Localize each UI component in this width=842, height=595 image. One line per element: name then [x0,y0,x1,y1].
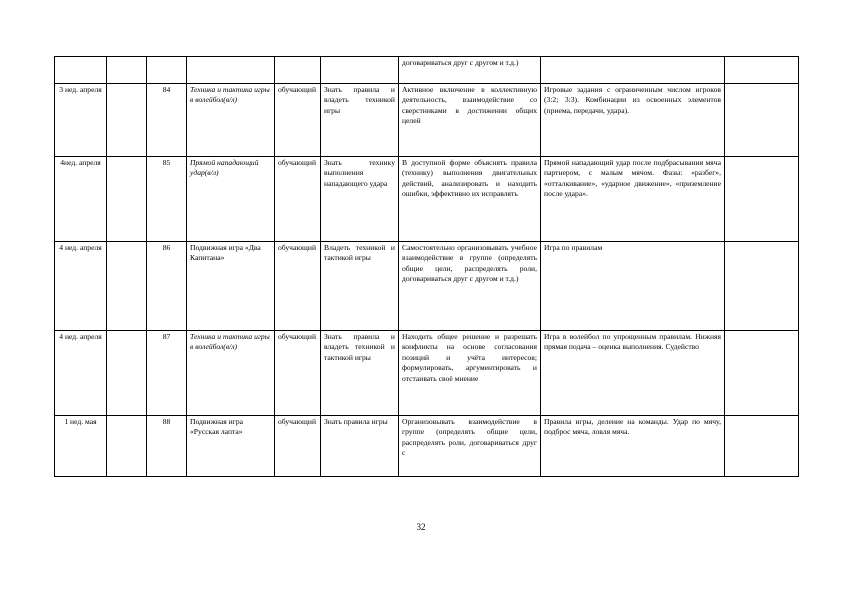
uud-cell: Самостоятельно организовывать учебное взаимодействие в группе (определять общие цели, распределять роли, договариваться друг с другом и т.д.) [399,242,541,331]
uud-cell: В доступной форме объяснять правила (технику) выполнения двигательных действий, анализировать и находить ошибки, эффективно их исправлять [399,157,541,242]
lesson-plan-body [55,57,799,477]
activity-cell: Игра по правилам [541,242,725,331]
lesson-number-cell: 88 [147,416,187,477]
lesson-type-cell: обучающий [275,416,321,477]
subject-results-cell: Знать правила игры [321,416,399,477]
uud-cell: Организовывать взаимодействие в группе (определять общие цели, распределять роли, договариваться друг с [399,416,541,477]
notes-cell [725,242,799,331]
lesson-number-cell: 87 [147,331,187,416]
lesson-number-cell: 85 [147,157,187,242]
empty-cell [107,57,147,84]
date-cell: 1 нед. мая [55,416,107,477]
uud-cell: Находить общее решение и разрешать конфликты на основе согласования позиций и учёта интересов; формулировать, аргументировать и отстаивать своё мнение [399,331,541,416]
date-cell: 4нед. апреля [55,157,107,242]
date-cell: 4 нед. апреля [55,242,107,331]
lesson-number-cell: 86 [147,242,187,331]
subject-results-cell: Знать правила и владеть техникой и тактикой игры [321,331,399,416]
table-row [55,416,799,477]
notes-cell [725,331,799,416]
topic-cell [187,57,275,84]
table-row [55,57,799,84]
notes-cell [725,84,799,157]
topic-cell: Прямой нападающий удар(в/л) [187,157,275,242]
lesson-type-cell: обучающий [275,84,321,157]
empty-cell [107,331,147,416]
uud-cell: Активное включение в коллективную деятельность, взаимодействие со сверстниками в достижении общих целей [399,84,541,157]
subject-results-cell: Знать технику выполнения нападающего удара [321,157,399,242]
activity-cell: Прямой нападающий удар после подбрасывания мяча партнером, с малым мячом. Фазы: «разбег», «отталкивание», «ударное движение», «приземление после удара». [541,157,725,242]
lesson-type-cell [275,57,321,84]
notes-cell [725,57,799,84]
lesson-plan-table [54,56,799,477]
table-row [55,331,799,416]
notes-cell [725,157,799,242]
page-number: 32 [416,522,426,532]
lesson-type-cell: обучающий [275,157,321,242]
empty-cell [107,84,147,157]
lesson-number-cell [147,57,187,84]
date-cell [55,57,107,84]
uud-cell: договариваться друг с другом и т.д.) [399,57,541,84]
lesson-number-cell: 84 [147,84,187,157]
empty-cell [107,242,147,331]
lesson-type-cell: обучающий [275,242,321,331]
topic-cell: Техника и тактика игры в волейбол(в/л) [187,331,275,416]
topic-cell: Подвижная игра «Русская лапта» [187,416,275,477]
activity-cell: Игровые задания с ограниченным числом игроков (3:2; 3:3). Комбинации из освоенных элементов (приема, передачи, удара). [541,84,725,157]
date-cell: 3 нед. апреля [55,84,107,157]
lesson-type-cell: обучающий [275,331,321,416]
activity-cell: Игра в волейбол по упрощенным правилам. Нижняя прямая подача – оценка выполнения. Судейство [541,331,725,416]
subject-results-cell: Знать правила и владеть техникой игры [321,84,399,157]
activity-cell: Правила игры, деление на команды. Удар по мячу, подброс мяча, ловля мяча. [541,416,725,477]
activity-cell [541,57,725,84]
table-row [55,84,799,157]
notes-cell [725,416,799,477]
table-row [55,157,799,242]
date-cell: 4 нед. апреля [55,331,107,416]
empty-cell [107,157,147,242]
topic-cell: Техника и тактика игры в волейбол(в/л) [187,84,275,157]
topic-cell: Подвижная игра «Два Капитана» [187,242,275,331]
subject-results-cell [321,57,399,84]
empty-cell [107,416,147,477]
table-row [55,242,799,331]
subject-results-cell: Владеть техникой и тактикой игры [321,242,399,331]
